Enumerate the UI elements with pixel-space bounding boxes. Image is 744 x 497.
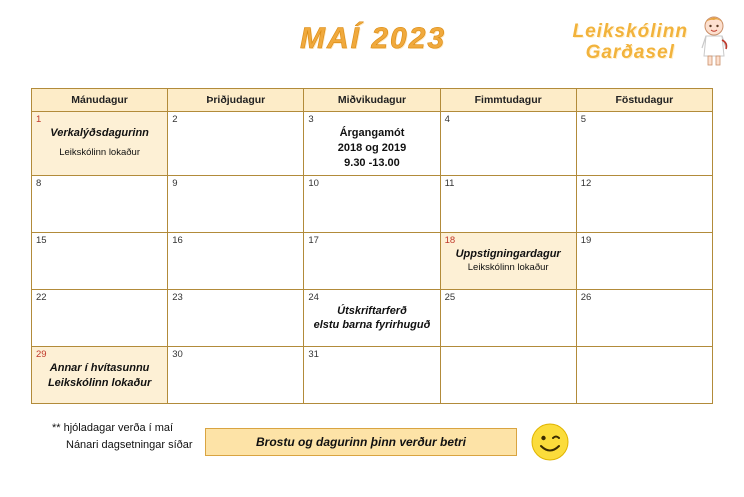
calendar-week-row [32,232,713,289]
day-cell[interactable] [168,112,304,176]
day-cell[interactable] [32,112,168,176]
day-cell[interactable] [576,112,712,176]
day-cell[interactable] [440,232,576,289]
day-number: 5 [580,114,587,125]
event-line: Útskriftarferð [337,304,407,317]
child-figure-icon [694,14,734,68]
day-cell[interactable] [168,232,304,289]
day-number: 24 [308,291,319,303]
weekday-header-monday: Mánudagur [32,89,168,112]
day-number: 15 [36,234,47,246]
day-number: 12 [580,177,592,189]
day-number: 10 [308,177,319,189]
day-cell[interactable] [304,232,440,289]
day-cell[interactable] [576,175,712,232]
day-cell[interactable] [304,175,440,232]
day-cell[interactable] [168,346,304,403]
event-subtitle: Leikskólinn lokaður [47,377,152,390]
weekday-header-friday: Föstudagur [576,89,712,112]
day-number: 22 [36,291,47,303]
calendar-week-row [32,112,713,176]
day-cell[interactable] [304,346,440,403]
footer-note-line-1: ** hjóladagar verða í maí [52,422,174,434]
day-number: 29 [36,348,47,360]
event-line: 9.30 -13.00 [344,156,400,169]
day-number: 4 [444,114,450,125]
event-title: Uppstigningardagur [455,247,561,260]
weekday-header-wednesday: Miðvikudagur [304,89,440,112]
day-number: 19 [580,234,592,246]
brand-name [572,22,688,63]
day-number: 26 [580,291,592,303]
day-cell[interactable] [168,175,304,232]
day-number: 18 [444,234,456,246]
day-cell[interactable] [440,346,576,403]
day-cell[interactable] [32,289,168,346]
day-cell[interactable] [32,232,168,289]
day-cell[interactable] [576,232,712,289]
day-cell[interactable] [32,175,168,232]
day-cell[interactable] [576,346,712,403]
day-number: 11 [444,177,455,189]
calendar-header-row [32,89,713,112]
calendar-week-row [32,289,713,346]
calendar-week-row [32,346,713,403]
slogan-text: Brostu og dagurinn þinn verður betri [256,435,466,449]
day-number: 3 [308,114,314,125]
page-header [0,0,744,78]
winking-smiley-icon [530,422,570,462]
event-subtitle: Leikskólinn lokaður [59,146,140,158]
weekday-header-tuesday: Þriðjudagur [168,89,304,112]
day-number: 9 [172,177,178,189]
day-cell[interactable] [304,112,440,176]
page-title: MAÍ 2023 [300,22,447,55]
event-line: elstu barna fyrirhuguð [313,319,431,332]
day-number: 23 [172,291,183,303]
page-footer [0,416,744,486]
day-cell[interactable] [440,112,576,176]
day-event [32,112,167,164]
footer-note-line-2: Nánari dagsetningar síðar [66,438,193,451]
day-number: 30 [172,348,183,360]
event-line: Árgangamót [339,127,405,139]
day-event [32,347,167,396]
day-cell[interactable] [576,289,712,346]
calendar-table [31,88,713,404]
event-title: Verkalýðsdagurinn [50,127,149,139]
footer-notes [52,420,193,453]
weekday-header-thursday: Fimmtudagur [440,89,576,112]
brand-line-2: Garðasel [585,41,675,63]
event-line: 2018 og 2019 [337,141,407,154]
day-number: 25 [444,291,456,303]
calendar-week-row [32,175,713,232]
day-event [304,112,439,175]
day-cell[interactable] [440,289,576,346]
day-cell[interactable] [168,289,304,346]
day-cell[interactable] [304,289,440,346]
day-cell[interactable] [440,175,576,232]
brand-line-1: Leikskólinn [572,21,688,42]
day-number: 2 [172,114,178,125]
day-number: 1 [36,114,42,125]
day-number: 17 [308,234,319,246]
day-cell[interactable] [32,346,168,403]
day-event [304,290,439,338]
slogan-banner [205,428,517,456]
event-subtitle: Leikskólinn lokaður [467,262,549,274]
day-event [441,233,576,280]
day-number: 16 [172,234,183,246]
day-number: 31 [308,348,319,360]
day-number: 8 [36,177,42,189]
event-title: Annar í hvítasunnu [49,361,150,374]
